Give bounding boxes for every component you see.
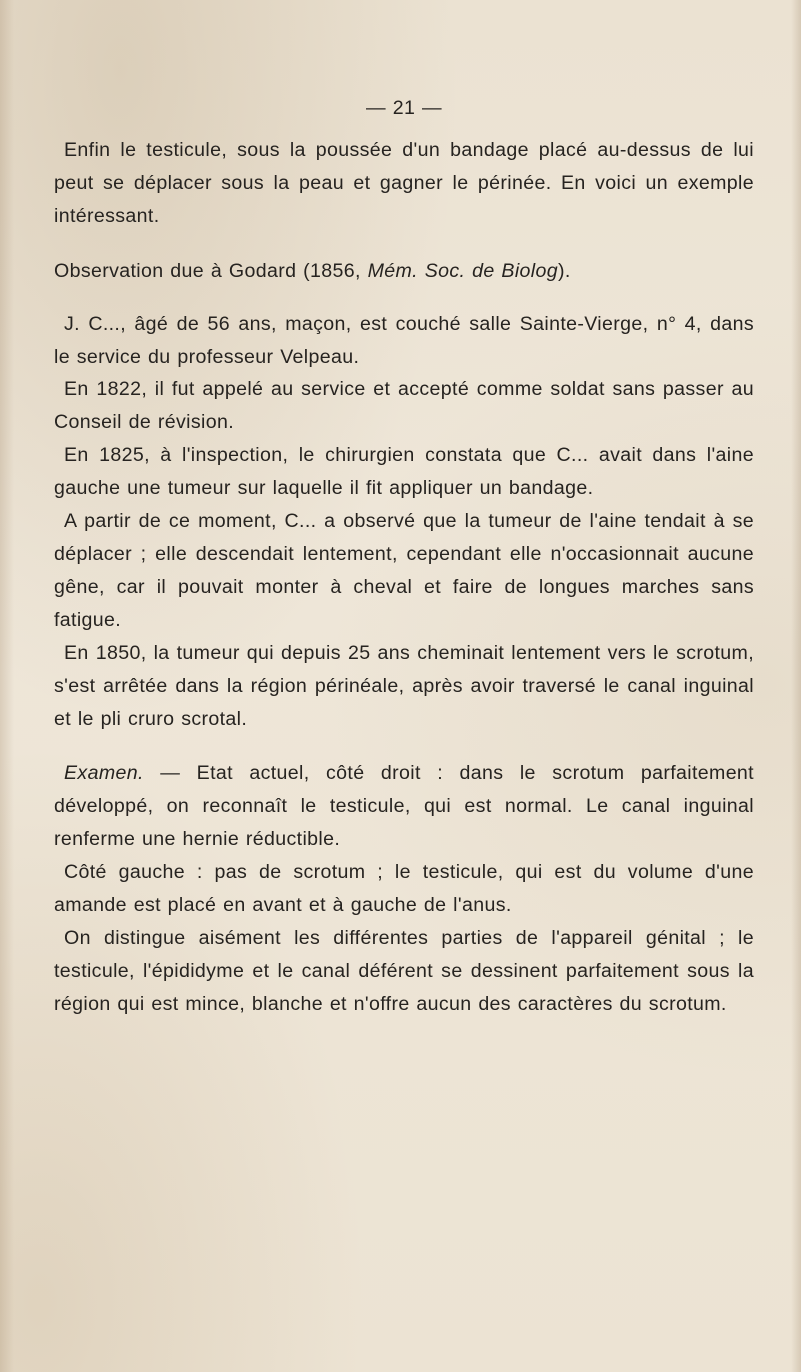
case-paragraph: En 1850, la tumeur qui depuis 25 ans cheminait lentement vers le scrotum, s'est arrêtée dans la région périnéale, après avoir traversé le canal inguinal et le pli cruro scrotal.	[54, 641, 754, 730]
spacer	[54, 735, 754, 757]
page-edge-shadow-right	[791, 0, 801, 1372]
observation-title-prefix: Observation due à Godard (1856,	[54, 259, 368, 282]
page-number: — 21 —	[366, 97, 442, 119]
spacer	[54, 233, 754, 255]
page-edge-shadow-left	[0, 0, 14, 1372]
examen-label: Examen.	[64, 762, 144, 785]
examen-text: Etat actuel, côté droit : dans le scrotum parfaitement développé, on reconnaît le testicule, qui est normal. Le canal inguinal renferme une hernie réductible.	[54, 762, 754, 851]
case-paragraph: A partir de ce moment, C... a observé que la tumeur de l'aine tendait à se déplacer ; elle descendait lentement, cependant elle n'occasionnait aucune gêne, car il pouvait monter à cheval et faire de longues marches sans fatigue.	[54, 510, 754, 631]
case-paragraph: En 1822, il fut appelé au service et accepté comme soldat sans passer au Conseil de révision.	[54, 378, 754, 434]
observation-title	[54, 255, 754, 288]
examen-paragraph: Côté gauche : pas de scrotum ; le testicule, qui est du volume d'une amande est placé en avant et à gauche de l'anus.	[54, 861, 754, 917]
page-text-block	[54, 92, 754, 1021]
examen-dash: —	[143, 762, 197, 785]
spacer	[54, 288, 754, 308]
case-paragraph: En 1825, à l'inspection, le chirurgien constata que C... avait dans l'aine gauche une tumeur sur laquelle il fit appliquer un bandage.	[54, 444, 754, 500]
case-paragraph: J. C..., âgé de 56 ans, maçon, est couché salle Sainte-Vierge, n° 4, dans le service du professeur Velpeau.	[54, 312, 754, 368]
examen-paragraph	[54, 757, 754, 856]
examen-paragraph: On distingue aisément les différentes parties de l'appareil génital ; le testicule, l'épididyme et le canal déférent se dessinent parfaitement sous la région qui est mince, blanche et n'offre aucun des caractères du scrotum.	[54, 926, 754, 1015]
observation-title-source: Mém. Soc. de Biolog	[367, 259, 558, 282]
intro-paragraph: Enfin le testicule, sous la poussée d'un bandage placé au-dessus de lui peut se déplacer sous la peau et gagner le périnée. En voici un exemple intéressant.	[54, 139, 754, 227]
observation-title-suffix: ).	[558, 259, 571, 282]
